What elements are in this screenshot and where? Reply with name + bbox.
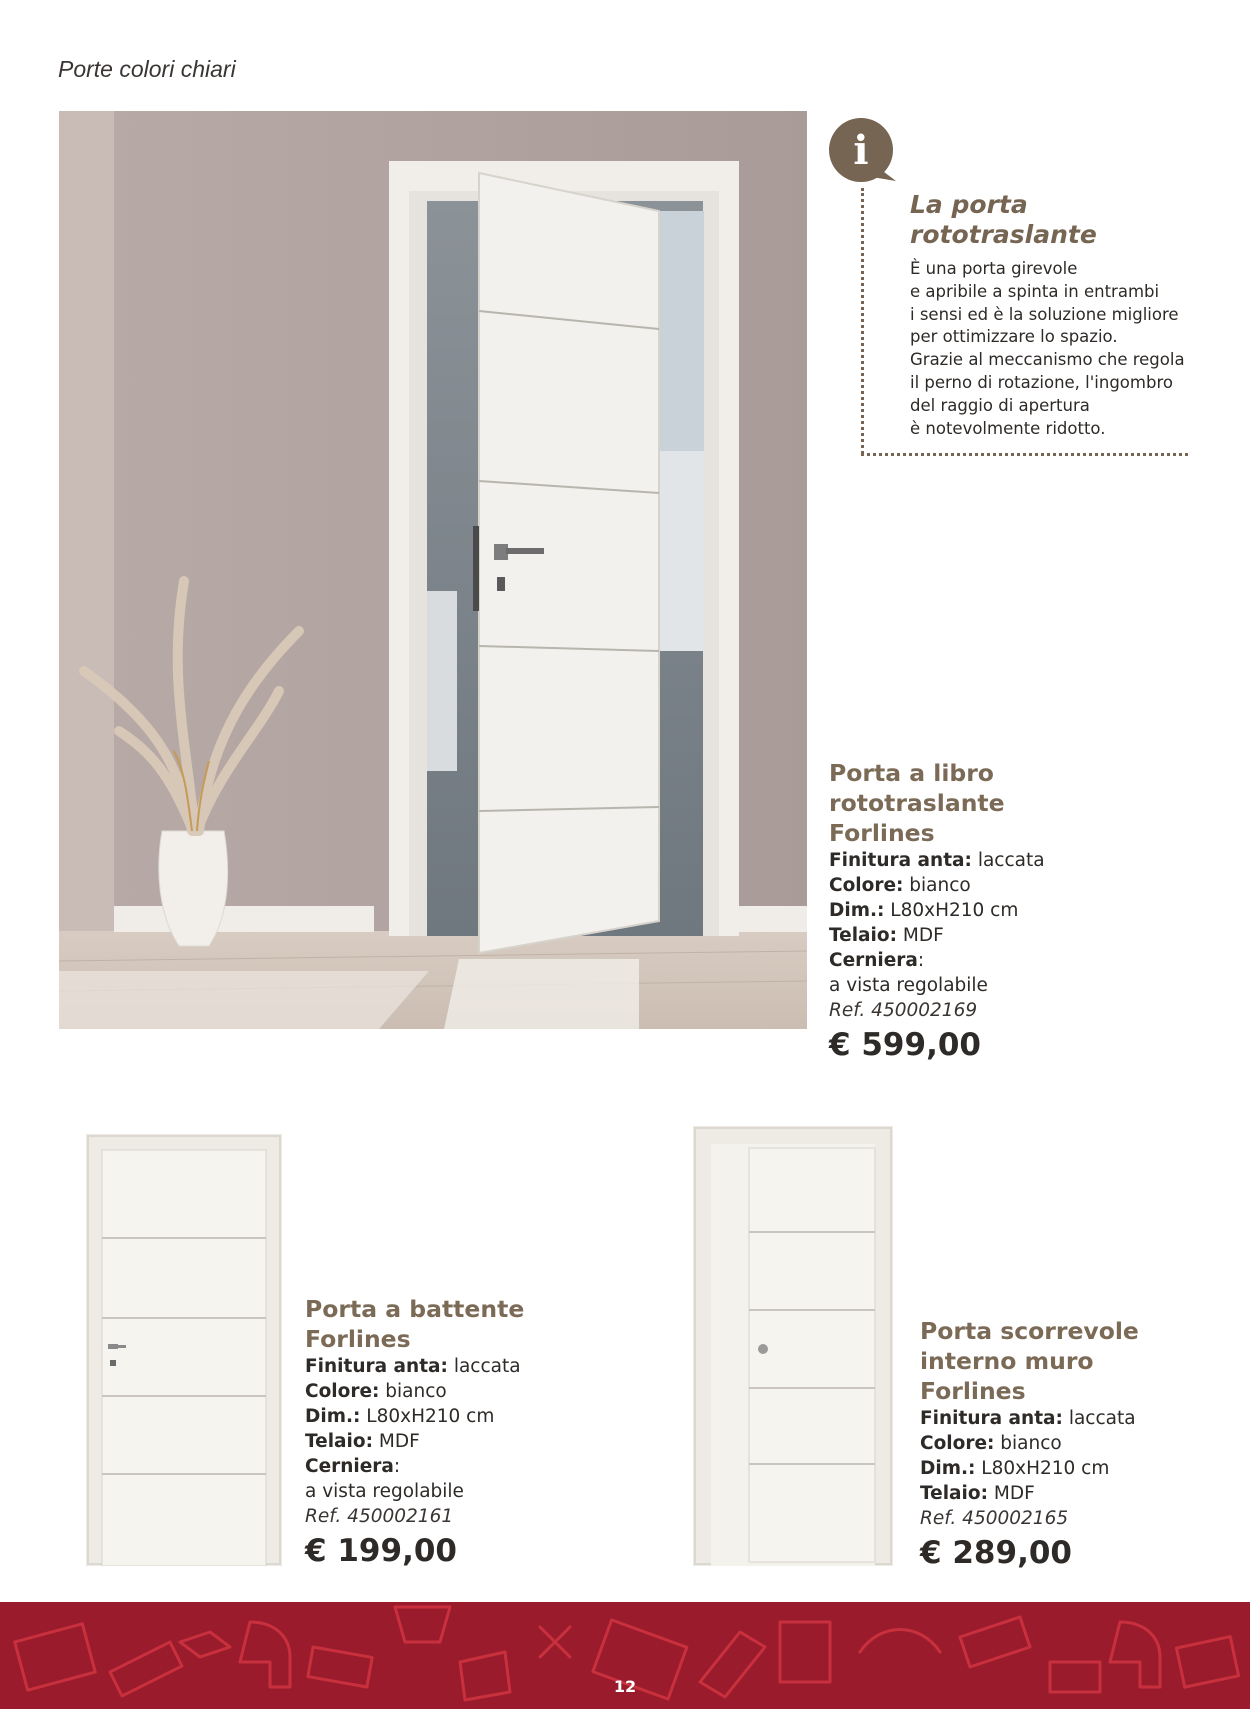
section-title: Porte colori chiari bbox=[58, 56, 236, 82]
spec-finish: Finitura anta: laccata bbox=[829, 850, 1045, 871]
info-line: del raggio di apertura bbox=[910, 395, 1090, 415]
spec-hinge: Cerniera: bbox=[829, 950, 925, 971]
product-name: Porta a libro rototraslante Forlines bbox=[829, 759, 1005, 847]
battente-door-image bbox=[86, 1134, 282, 1570]
page-number: 12 bbox=[613, 1677, 637, 1696]
product-rototraslante bbox=[829, 758, 1159, 1065]
info-line: È una porta girevole bbox=[910, 259, 1078, 278]
product-battente bbox=[305, 1294, 635, 1571]
product-name: Porta scorrevole interno muro Forlines bbox=[920, 1317, 1139, 1405]
info-line: per ottimizzare lo spazio. bbox=[910, 327, 1118, 347]
spec-dimensions: Dim.: L80xH210 cm bbox=[920, 1458, 1110, 1479]
product-scorrevole bbox=[920, 1316, 1250, 1573]
info-title: La porta rototraslante bbox=[910, 190, 1097, 249]
scorrevole-door-image bbox=[693, 1126, 893, 1570]
info-body bbox=[910, 258, 1210, 440]
rototraslante-door-photo bbox=[59, 111, 807, 1029]
spec-finish: Finitura anta: laccata bbox=[920, 1408, 1136, 1429]
spec-dimensions: Dim.: L80xH210 cm bbox=[305, 1406, 495, 1427]
spec-color: Colore: bianco bbox=[829, 875, 971, 896]
info-dotted-border-vertical bbox=[861, 188, 864, 454]
spec-dimensions: Dim.: L80xH210 cm bbox=[829, 900, 1019, 921]
spec-color: Colore: bianco bbox=[920, 1433, 1062, 1454]
spec-frame: Telaio: MDF bbox=[829, 925, 944, 946]
spec-finish: Finitura anta: laccata bbox=[305, 1356, 521, 1377]
spec-hinge-value: a vista regolabile bbox=[305, 1481, 464, 1502]
info-line: Grazie al meccanismo che regola bbox=[910, 350, 1185, 370]
info-line: è notevolmente ridotto. bbox=[910, 418, 1106, 438]
info-badge-letter: i bbox=[853, 127, 869, 174]
product-ref: Ref. 450002161 bbox=[305, 1506, 454, 1527]
product-price: € 289,00 bbox=[920, 1535, 1072, 1571]
product-ref: Ref. 450002169 bbox=[829, 1000, 978, 1021]
info-line: e apribile a spinta in entrambi bbox=[910, 281, 1160, 301]
spec-frame: Telaio: MDF bbox=[920, 1483, 1035, 1504]
info-line: i sensi ed è la soluzione migliore bbox=[910, 304, 1179, 324]
spec-hinge-value: a vista regolabile bbox=[829, 975, 988, 996]
spec-frame: Telaio: MDF bbox=[305, 1431, 420, 1452]
spec-hinge: Cerniera: bbox=[305, 1456, 401, 1477]
info-line: il perno di rotazione, l'ingombro bbox=[910, 372, 1173, 392]
spec-color: Colore: bianco bbox=[305, 1381, 447, 1402]
info-dotted-border-horizontal bbox=[861, 453, 1188, 456]
product-name: Porta a battente Forlines bbox=[305, 1295, 525, 1353]
product-price: € 599,00 bbox=[829, 1027, 981, 1063]
product-ref: Ref. 450002165 bbox=[920, 1508, 1069, 1529]
info-icon bbox=[828, 117, 898, 185]
product-price: € 199,00 bbox=[305, 1533, 457, 1569]
